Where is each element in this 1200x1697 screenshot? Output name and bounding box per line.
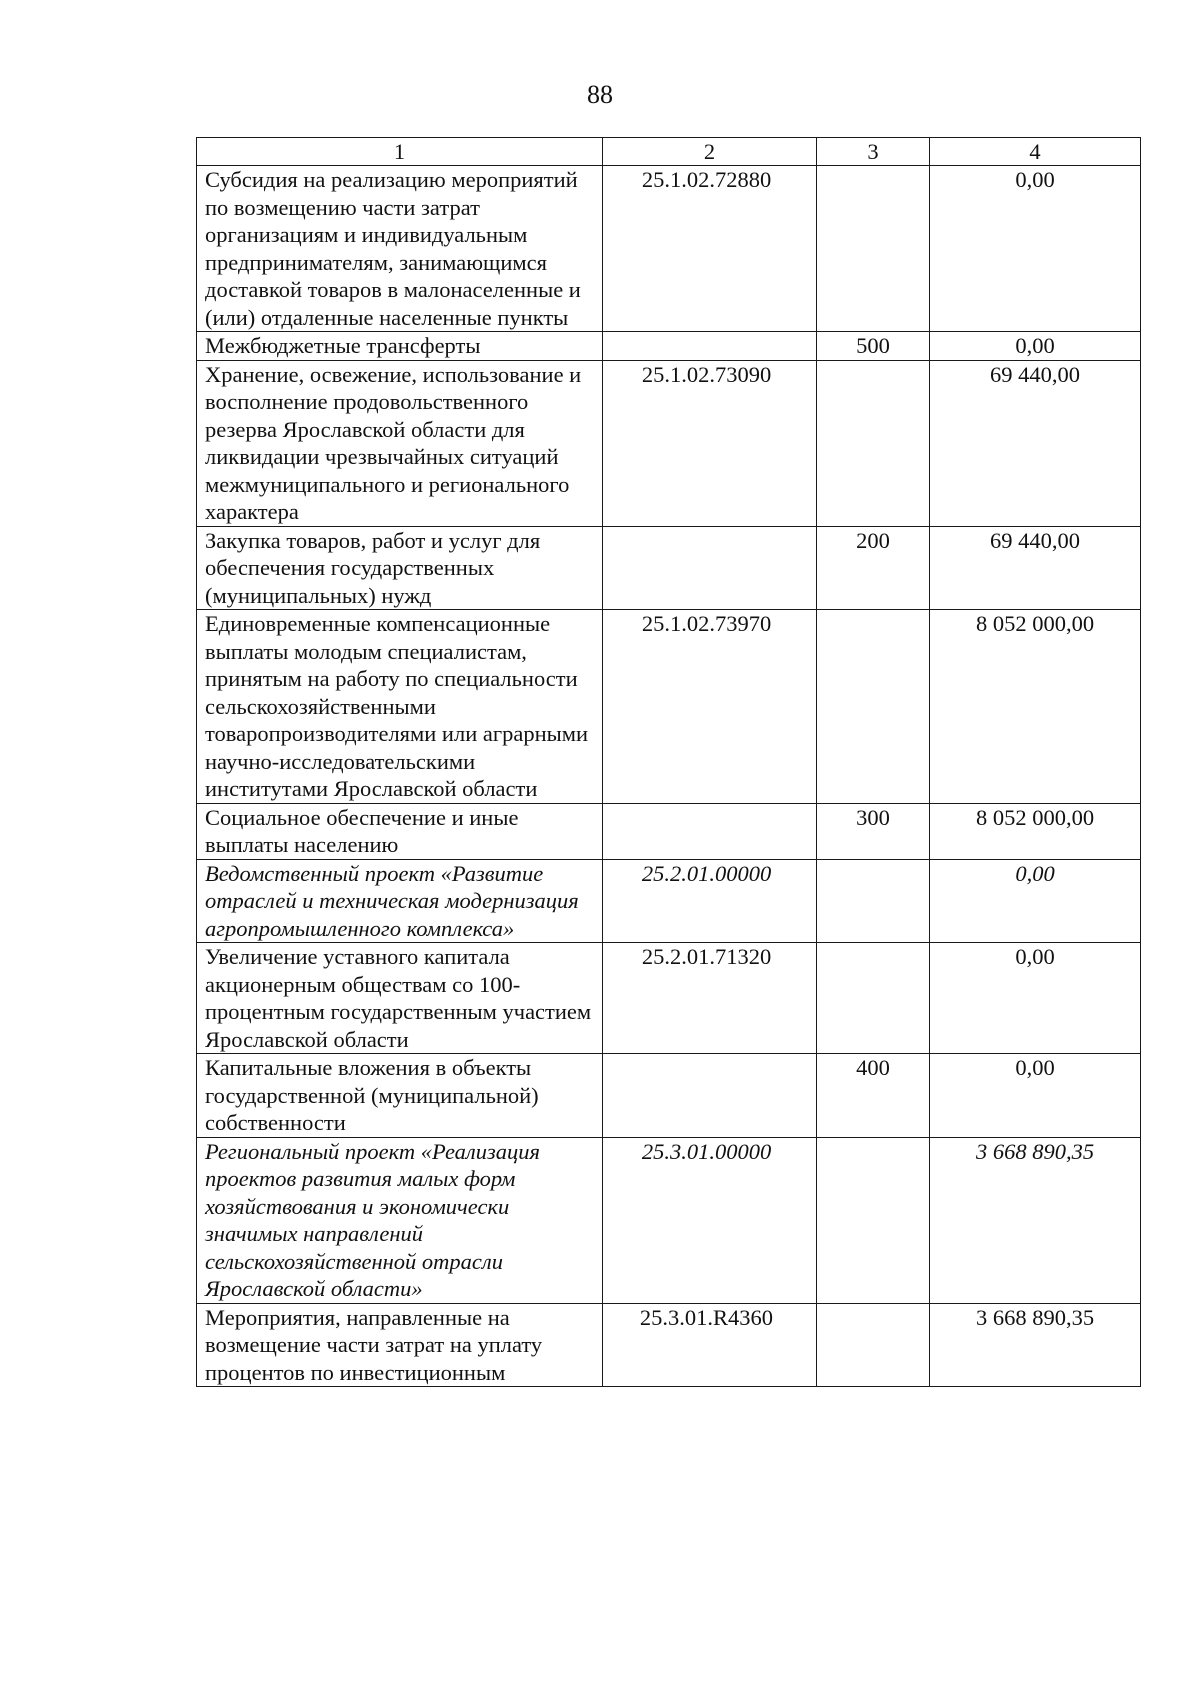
amount-cell: 69 440,00 bbox=[930, 360, 1141, 526]
budget-table bbox=[196, 137, 1141, 1387]
amount-cell: 0,00 bbox=[930, 859, 1141, 943]
kvr-cell bbox=[817, 859, 930, 943]
kvr-cell bbox=[817, 1137, 930, 1303]
table-row bbox=[197, 610, 1141, 804]
kvr-cell: 300 bbox=[817, 803, 930, 859]
name-cell: Социальное обеспечение и иные выплаты населению bbox=[197, 803, 603, 859]
code-cell: 25.3.01.00000 bbox=[603, 1137, 817, 1303]
kvr-cell bbox=[817, 360, 930, 526]
amount-cell: 8 052 000,00 bbox=[930, 610, 1141, 804]
code-cell: 25.1.02.72880 bbox=[603, 166, 817, 332]
header-cell: 1 bbox=[197, 138, 603, 166]
kvr-cell: 500 bbox=[817, 332, 930, 361]
name-cell: Хранение, освежение, использование и восполнение продовольственного резерва Ярославской области для ликвидации чрезвычайных ситуаций межмуниципального и регионального характера bbox=[197, 360, 603, 526]
kvr-cell bbox=[817, 943, 930, 1054]
code-cell: 25.3.01.R4360 bbox=[603, 1303, 817, 1387]
amount-cell: 8 052 000,00 bbox=[930, 803, 1141, 859]
page-number: 88 bbox=[587, 80, 613, 109]
table-row bbox=[197, 943, 1141, 1054]
header-cell: 3 bbox=[817, 138, 930, 166]
table-row bbox=[197, 526, 1141, 610]
header-cell: 4 bbox=[930, 138, 1141, 166]
amount-cell: 0,00 bbox=[930, 943, 1141, 1054]
name-cell: Субсидия на реализацию мероприятий по возмещению части затрат организациям и индивидуальным предпринимателям, занимающимся доставкой товаров в малонаселенные и (или) отдаленные населенные пункты bbox=[197, 166, 603, 332]
code-cell bbox=[603, 1054, 817, 1138]
code-cell: 25.1.02.73970 bbox=[603, 610, 817, 804]
name-cell: Ведомственный проект «Развитие отраслей и техническая модернизация агропромышленного комплекса» bbox=[197, 859, 603, 943]
kvr-cell: 200 bbox=[817, 526, 930, 610]
kvr-cell: 400 bbox=[817, 1054, 930, 1138]
amount-cell: 0,00 bbox=[930, 166, 1141, 332]
table-row bbox=[197, 360, 1141, 526]
name-cell: Мероприятия, направленные на возмещение части затрат на уплату процентов по инвестиционным bbox=[197, 1303, 603, 1387]
header-cell: 2 bbox=[603, 138, 817, 166]
amount-cell: 69 440,00 bbox=[930, 526, 1141, 610]
name-cell: Увеличение уставного капитала акционерным обществам со 100-процентным государственным участием Ярославской области bbox=[197, 943, 603, 1054]
code-cell: 25.2.01.00000 bbox=[603, 859, 817, 943]
name-cell: Единовременные компенсационные выплаты молодым специалистам, принятым на работу по специальности сельскохозяйственными товаропроизводителями или аграрными научно-исследовательскими институтами Ярославской области bbox=[197, 610, 603, 804]
table-row bbox=[197, 1137, 1141, 1303]
kvr-cell bbox=[817, 1303, 930, 1387]
table-row bbox=[197, 1054, 1141, 1138]
table-row bbox=[197, 332, 1141, 361]
amount-cell: 3 668 890,35 bbox=[930, 1137, 1141, 1303]
table-row bbox=[197, 859, 1141, 943]
code-cell: 25.1.02.73090 bbox=[603, 360, 817, 526]
code-cell bbox=[603, 803, 817, 859]
table-row bbox=[197, 803, 1141, 859]
name-cell: Закупка товаров, работ и услуг для обеспечения государственных (муниципальных) нужд bbox=[197, 526, 603, 610]
code-cell bbox=[603, 332, 817, 361]
amount-cell: 0,00 bbox=[930, 1054, 1141, 1138]
table-row bbox=[197, 166, 1141, 332]
kvr-cell bbox=[817, 166, 930, 332]
table-row bbox=[197, 1303, 1141, 1387]
table-header-row bbox=[197, 138, 1141, 166]
amount-cell: 0,00 bbox=[930, 332, 1141, 361]
name-cell: Региональный проект «Реализация проектов развития малых форм хозяйствования и экономически значимых направлений сельскохозяйственной отрасли Ярославской области» bbox=[197, 1137, 603, 1303]
name-cell: Капитальные вложения в объекты государственной (муниципальной) собственности bbox=[197, 1054, 603, 1138]
kvr-cell bbox=[817, 610, 930, 804]
code-cell: 25.2.01.71320 bbox=[603, 943, 817, 1054]
code-cell bbox=[603, 526, 817, 610]
amount-cell: 3 668 890,35 bbox=[930, 1303, 1141, 1387]
name-cell: Межбюджетные трансферты bbox=[197, 332, 603, 361]
